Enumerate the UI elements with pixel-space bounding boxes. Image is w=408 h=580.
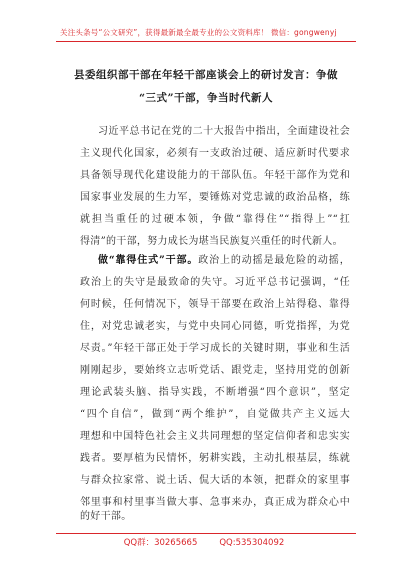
document-title-line-1: 县委组织部干部在年轻干部座谈会上的研讨发言：争做 [74,69,338,81]
paragraph-line: 刚刚起步，要始终立志听党话、跟党走，坚持用党的创新 [80,365,350,376]
paragraph-line: 的好干部。 [80,511,132,522]
paragraph-line: 何时候，任何情况下，领导干部要在政治上站得稳、靠得 [80,299,350,310]
paragraph-line: 国家事业发展的生力军，要锤炼对党忠诚的政治品格，练 [80,192,350,203]
footer-divider [56,533,356,534]
paragraph-line: 政治上的失守是最致命的失守。习近平总书记强调，“任 [80,277,350,288]
footer-qq: QQ:535304092 [219,538,285,548]
paragraph-line: 理论武装头脑、指导实践，不断增强“四个意识”，坚定 [80,387,350,398]
section-heading: 做“靠得住式”干部。 [98,255,199,266]
paragraph-line: 践者。要厚植为民情怀，躬耕实践，主动扎根基层，练就 [80,453,350,464]
header-divider [56,41,356,42]
paragraph-line: 习近平总书记在党的二十大报告中指出，全面建设社会 [98,126,350,137]
document-title-line-2: “三式”干部，争当时代新人 [138,92,274,104]
footer-qq-group: QQ群：30265665 [123,538,198,548]
paragraph-line: 尽责。”年轻干部正处于学习成长的关键时期，事业和生活 [80,343,350,354]
paragraph-first-line [98,254,350,267]
paragraph-first-line-rest: 政治上的动摇是最危险的动摇， [198,255,350,266]
paragraph-line: 理想和中国特色社会主义共同理想的坚定信仰者和忠实实 [80,431,350,442]
paragraph-line: 得清”的干部，努力成长为堪当民族复兴重任的时代新人。 [80,236,343,247]
paragraph-line: 住，对党忠诚老实，与党中央同心同德，听党指挥，为党 [80,321,350,332]
paragraph-line: 主义现代化国家，必须有一支政治过硬、适应新时代要求 [80,148,350,159]
paragraph-line: 邻里事和村里事当做大事、急事来办，真正成为群众心中 [80,497,350,508]
header-banner: 关注头条号“公文研究”，获得最新最全最专业的公文资料库！ 微信：gongwenyj [60,28,337,37]
paragraph-line: 就担当重任的过硬本领，争做“靠得住”“指得上”“扛 [80,214,350,225]
paragraph-line: 具备领导现代化建设能力的干部队伍。年轻干部作为党和 [80,170,350,181]
paragraph-line: “四个自信”，做到“两个维护”，自觉做共产主义远大 [80,409,350,420]
paragraph-line: 与群众拉家常、说土话、侃大话的本领，把群众的家里事 [80,475,350,486]
footer [0,536,408,548]
